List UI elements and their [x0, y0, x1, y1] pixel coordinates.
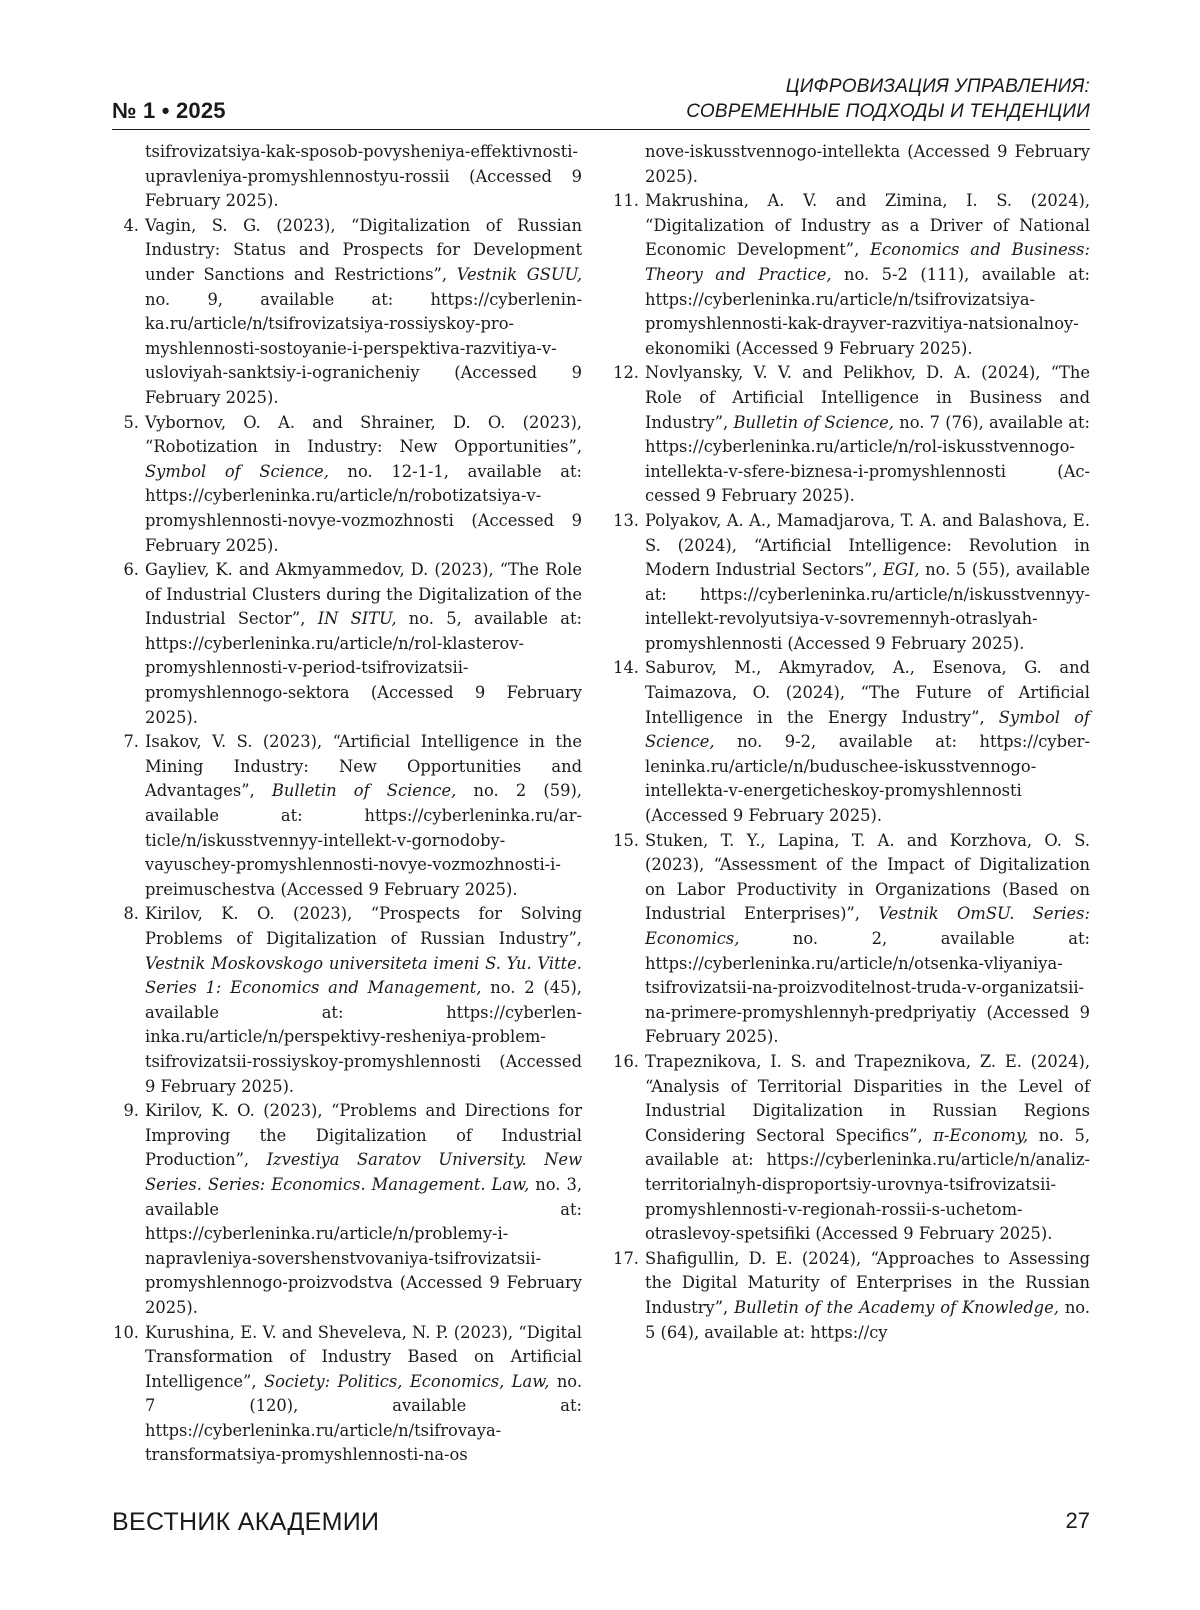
reference-text-segment: Vagin, S. G. (2023), “Digitalization of Russian Industry: Status and Prospects for Development under Sanctions and Restrictions”, [145, 215, 582, 284]
reference-number: 12. [613, 363, 639, 383]
reference-text [645, 829, 1090, 1050]
reference-source-title: π-Economy, [933, 1125, 1029, 1145]
reference-item [112, 1321, 582, 1469]
reference-text [145, 1099, 582, 1320]
reference-number: 13. [613, 510, 639, 530]
reference-text-segment: Isakov, V. S. (2023), “Artificial Intelligence in the Mining Industry: New Opportunities and Advantages”, [145, 732, 582, 801]
reference-source-title: EGI, [883, 560, 920, 580]
reference-text [645, 509, 1090, 657]
reference-item [612, 509, 1090, 657]
reference-source-title: Bulletin of the Academy of Knowledge, [734, 1297, 1059, 1317]
reference-text-segment: no. 7 (76), available at: https://cyberleninka.ru/article/n/rol-iskusstvennogo-intellekta-v-sfere-biznesa-i-promyshlennosti (Accessed 9 February 2025). [645, 412, 1090, 506]
reference-text-segment: no. 5, available at: https://cyberleninka.ru/article/n/rol-klasterov-promyshlennosti-v-period-tsifrovizatsii-promyshlennogo-sektora (Accessed 9 February 2025). [145, 609, 583, 727]
reference-source-title: Vestnik GSUU, [456, 264, 582, 284]
reference-text-segment: no. 7 (120), available at: https://cyberleninka.ru/article/n/tsifrovaya-transformatsiya-promyshlennosti-na-os [145, 1371, 582, 1465]
reference-text [645, 189, 1090, 361]
reference-text-segment: Makrushina, A. V. and Zimina, I. S. (2024), “Digitalization of Industry as a Driver of National Economic Development”, [645, 191, 1090, 260]
reference-text-segment: tsifrovizatsiya-kak-sposob-povysheniya-effektivnosti-upravleniya-promyshlennostyu-rossii (Accessed 9 February 2025). [145, 142, 582, 211]
reference-text-segment: Stuken, T. Y., Lapina, T. A. and Korzhova, O. S. (2023), “Assessment of the Impact of Digitalization on Labor Productivity in Organizations (Based on Industrial Enterprises)”, [645, 830, 1090, 924]
reference-text-segment: Kirilov, K. O. (2023), “Problems and Directions for Improving the Digitalization of Industrial Production”, [145, 1101, 582, 1170]
reference-continuation [112, 140, 582, 214]
footer-journal-name: ВЕСТНИК АКАДЕМИИ [112, 1508, 380, 1536]
reference-text-segment: Kirilov, K. O. (2023), “Prospects for Solving Problems of Digitalization of Russian Industry”, [145, 904, 582, 948]
reference-number: 14. [613, 658, 639, 678]
reference-text-segment: Gayliev, K. and Akmyammedov, D. (2023), “The Role of Industrial Clusters during the Digitalization of the Industrial Sector”, [145, 560, 582, 629]
reference-number: 5. [123, 412, 139, 432]
reference-text-segment: no. 2 (45), available at: https://cyberleninka.ru/article/n/perspektivy-resheniya-problem-tsifrovizatsii-rossiyskoy-promyshlennosti (Accessed 9 February 2025). [145, 978, 582, 1096]
reference-number: 16. [613, 1051, 639, 1071]
reference-source-title: Bulletin of Science, [733, 412, 894, 432]
reference-text-segment: no. 3, available at: https://cyberleninka.ru/article/n/problemy-i-napravleniya-sovershenstvovaniya-tsifrovizatsii-promyshlennogo-proizvodstva (Accessed 9 February 2025). [145, 1174, 582, 1317]
reference-item [612, 656, 1090, 828]
journal-title-line-2: СОВРЕМЕННЫЕ ПОДХОДЫ И ТЕНДЕНЦИИ [686, 101, 1090, 122]
reference-number: 15. [613, 830, 639, 850]
reference-continuation [612, 140, 1090, 189]
reference-text-segment: Polyakov, A. A., Mamadjarova, T. A. and Balashova, E. S. (2024), “Artificial Intelligence: Revolution in Modern Industrial Sectors”, [645, 510, 1090, 580]
reference-text-segment: no. 9-2, available at: https://cyberleninka.ru/article/n/buduschee-iskusstvennogo-intellekta-v-energeticheskoy-promyshlennosti (Accessed 9 February 2025). [645, 732, 1090, 826]
page-number: 27 [1065, 1508, 1090, 1533]
page-header [112, 70, 1090, 130]
reference-text-segment: no. 5 (55), available at: https://cyberleninka.ru/article/n/iskusstvennyy-intellekt-revolyutsiya-v-sovremennyh-otraslyah-promyshlennosti (Accessed 9 February 2025). [645, 560, 1090, 653]
reference-text-segment: no. 9, available at: https://cyberleninka.ru/article/n/tsifrovizatsiya-rossiyskoy-promyshlennosti-sostoyanie-i-perspektiva-razvitiya-v-usloviyah-sanktsiy-i-ogranicheniy (Accessed 9 February 2025). [145, 289, 582, 407]
reference-item [112, 902, 582, 1099]
reference-text-segment: Trapeznikova, I. S. and Trapeznikova, Z. E. (2024), “Analysis of Territorial Disparities in the Level of Industrial Digitalization in Russian Regions Considering Sectoral Specifics”, [645, 1051, 1090, 1145]
reference-text-segment: no. 5 (64), available at: https://cy [645, 1297, 1090, 1342]
reference-text-segment: Saburov, M., Akmyradov, A., Esenova, G. and Taimazova, O. (2024), “The Future of Artificial Intelligence in the Energy Industry”, [645, 658, 1090, 727]
reference-source-title: Vestnik OmSU. Series: Economics, [645, 904, 1090, 948]
reference-source-title: Economics and Business: Theory and Practice, [645, 240, 1090, 284]
reference-text [145, 902, 582, 1099]
reference-source-title: IN SITU, [317, 609, 397, 629]
reference-text-segment: no. 5-2 (111), available at: https://cyberleninka.ru/article/n/tsifrovizatsiya-promyshlennosti-kak-drayver-razvitiya-natsionalnoy-ekonomiki (Accessed 9 February 2025). [645, 264, 1090, 358]
reference-source-title: Symbol of Science, [645, 707, 1090, 752]
reference-item [612, 361, 1090, 509]
reference-text-segment: Shafigullin, D. E. (2024), “Approaches to Assessing the Digital Maturity of Enterprises in the Russian Industry”, [645, 1248, 1090, 1317]
reference-text-segment: no. 5, available at: https://cyberleninka.ru/article/n/analiz-territorialnyh-disproportsiy-urovnya-tsifrovizatsii-promyshlennosti-v-regionah-rossii-s-uchetom-otraslevoy-spetsifiki (Accessed 9 February 2025). [645, 1125, 1090, 1244]
reference-item [612, 1050, 1090, 1247]
reference-text-segment: no. 2, available at: https://cyberleninka.ru/article/n/otsenka-vliyaniya-tsifrovizatsii-na-proizvoditelnost-truda-v-organizatsii-na-primere-promyshlennyh-predpriyatiy (Accessed 9 February 2025). [645, 929, 1090, 1047]
reference-text-segment: Novlyansky, V. V. and Pelikhov, D. A. (2024), “The Role of Artificial Intelligence in Business and Industry”, [645, 363, 1090, 432]
reference-number: 10. [113, 1322, 139, 1342]
reference-text-segment: nove-iskusstvennogo-intellekta (Accessed 9 February 2025). [645, 142, 1090, 186]
reference-item [612, 1247, 1090, 1345]
header-divider [112, 129, 1090, 130]
reference-item [112, 214, 582, 411]
reference-text [145, 411, 582, 559]
reference-number: 7. [123, 732, 139, 752]
reference-text [645, 656, 1090, 828]
reference-number: 17. [613, 1248, 639, 1268]
reference-text-segment: no. 2 (59), available at: https://cyberleninka.ru/article/n/iskusstvennyy-intellekt-v-gornodobyvayuschey-promyshlennosti-novye-vozmozhnosti-i-preimuschestva (Accessed 9 February 2025). [145, 781, 582, 899]
reference-text [145, 558, 582, 730]
reference-item [612, 829, 1090, 1050]
reference-item [112, 730, 582, 902]
reference-number: 8. [123, 904, 139, 924]
reference-text [645, 361, 1090, 509]
journal-section-title [686, 74, 1090, 124]
reference-number: 9. [123, 1101, 139, 1121]
reference-text [645, 1050, 1090, 1247]
reference-text [145, 214, 582, 411]
reference-text-segment: no. 12-1-1, available at: https://cyberleninka.ru/article/n/robotizatsiya-v-promyshlennosti-novye-vozmozhnosti (Accessed 9 February 2025). [145, 461, 582, 555]
reference-source-title: Symbol of Science, [145, 461, 329, 481]
left-column [112, 140, 582, 1468]
reference-item [112, 1099, 582, 1320]
reference-number: 11. [613, 191, 639, 211]
reference-text-segment: Kurushina, E. V. and Sheveleva, N. P. (2023), “Digital Transformation of Industry Based on Artificial Intelligence”, [145, 1322, 582, 1391]
issue-number: № 1 • 2025 [112, 98, 226, 123]
reference-source-title: Vestnik Moskovskogo universiteta imeni S. Yu. Vitte. Series 1: Economics and Management, [145, 953, 582, 998]
reference-source-title: Bulletin of Science, [271, 781, 457, 801]
reference-source-title: Society: Politics, Economics, Law, [263, 1371, 550, 1391]
reference-text [145, 1321, 582, 1469]
reference-text [145, 730, 582, 902]
reference-text-segment: Vybornov, O. A. and Shrainer, D. O. (2023), “Robotization in Industry: New Opportunities”, [145, 412, 582, 457]
page-footer [112, 1508, 1090, 1548]
reference-item [112, 558, 582, 730]
reference-source-title: Izvestiya Saratov University. New Series. Series: Economics. Management. Law, [145, 1150, 583, 1194]
reference-number: 4. [123, 215, 139, 235]
reference-item [112, 411, 582, 559]
reference-text [645, 1247, 1090, 1345]
reference-number: 6. [123, 560, 139, 580]
journal-title-line-1: ЦИФРОВИЗАЦИЯ УПРАВЛЕНИЯ: [785, 76, 1090, 97]
reference-item [612, 189, 1090, 361]
right-column [612, 140, 1090, 1345]
